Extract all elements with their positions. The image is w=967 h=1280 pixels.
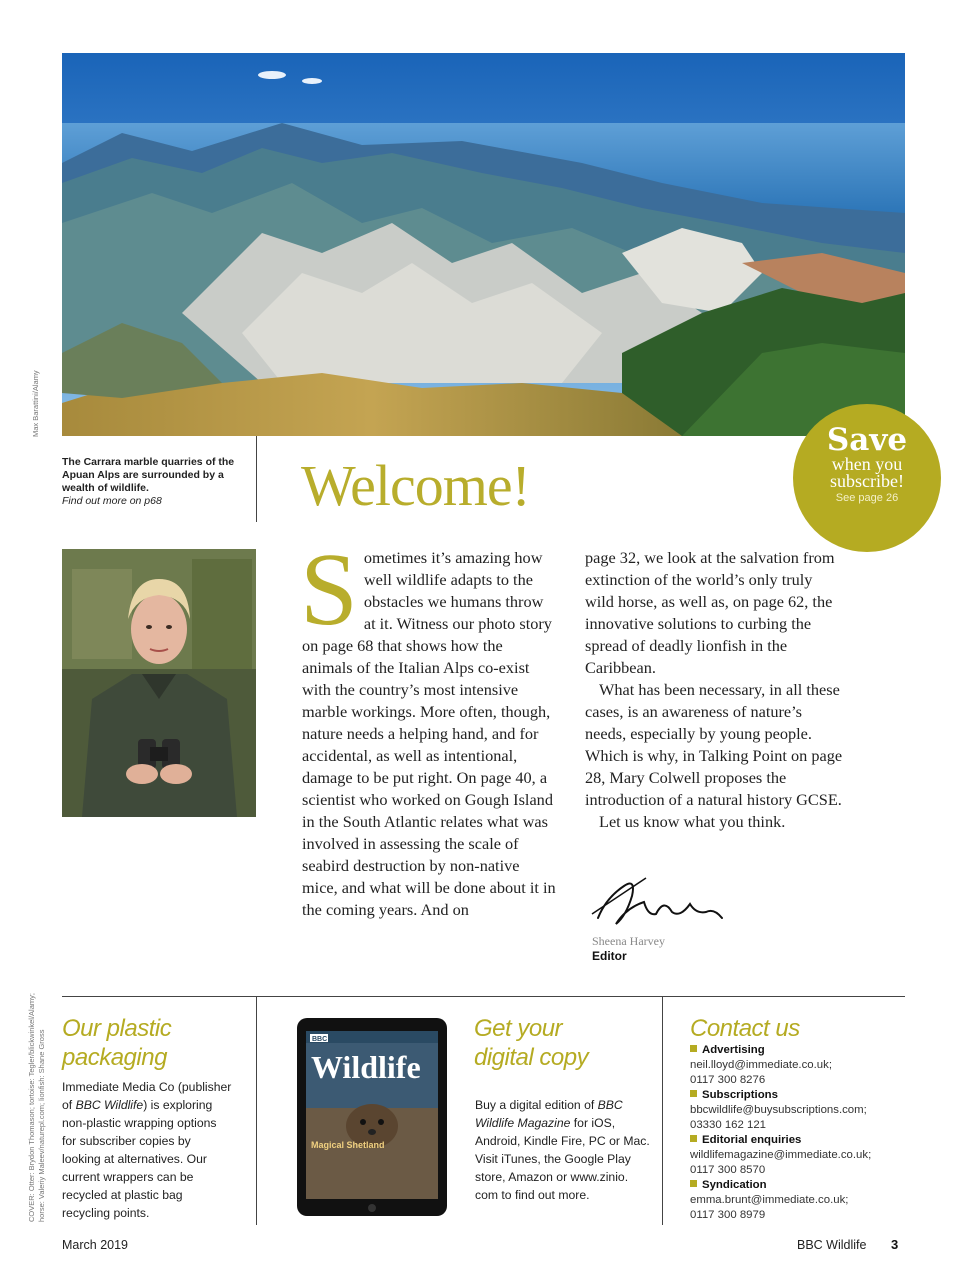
contact-editorial: [690, 1133, 900, 1178]
editor-name: Sheena Harvey: [592, 934, 665, 948]
editorial-column-1: [300, 532, 557, 921]
subscribe-badge[interactable]: [793, 404, 941, 552]
hero-caption-reference: Find out more on p68: [62, 495, 162, 507]
bullet-square-icon: [690, 1090, 697, 1097]
hero-caption-text: The Carrara marble quarries of the Apuan Alps are surrounded by a wealth of wildlife.: [62, 456, 235, 494]
contact-email[interactable]: wildlifemagazine@immediate.co.uk;: [690, 1149, 872, 1161]
cover-credit-line-1: COVER: Otter: Brydon Thomason; tortoise: Tegler/blickwinkel/Alamy;: [27, 993, 36, 1222]
contact-email[interactable]: neil.lloyd@immediate.co.uk;: [690, 1059, 832, 1071]
tablet-cover-brand: BBC: [312, 1036, 328, 1043]
digital-heading-line-1: Get your: [474, 1015, 563, 1042]
contact-advertising: [690, 1043, 900, 1088]
badge-line-2: when you: [831, 454, 903, 474]
editorial-paragraph-3: Let us know what you think.: [599, 812, 786, 831]
badge-page-ref: See page 26: [835, 492, 899, 504]
digital-copy-text: [475, 1096, 650, 1204]
hero-photo-credit: Max Barattini/Alamy: [31, 370, 40, 437]
editor-signature: [586, 868, 736, 934]
contact-phone: 03330 162 121: [690, 1119, 767, 1131]
editorial-paragraph-1-cont: page 32, we look at the salvation from extinction of the world’s only truly wild horse, as well as, on page 62, the innovative solutions to curbing the spread of deadly lionfish in the Caribbean.: [585, 548, 835, 677]
editorial-paragraph-1: ometimes it’s amazing how well wildlife adapts to the obstacles we humans throw at it. Witness our photo story on page 68 that shows how the animals of the Italian Alps co-exist with the country’s most intensive marble workings. More often, though, nature needs a helping hand, and for accidental, as well as intentional, damage to be put right. On page 40, a scientist who worked on Gough Island in the South Atlantic relates what was involved in assessing the scale of seabird destruction by non-native mice, and what will be done about it in the coming years. And on: [302, 548, 556, 919]
bullet-square-icon: [690, 1045, 697, 1052]
contact-syndication: [690, 1178, 900, 1223]
editorial-column-2: [585, 547, 845, 833]
editor-role: Editor: [592, 949, 627, 963]
section-divider: [62, 996, 905, 997]
bullet-square-icon: [690, 1135, 697, 1142]
badge-line-3: subscribe!: [830, 471, 904, 491]
plastic-text-part-1: Immediate Media Co (publisher of: [62, 1080, 232, 1112]
contact-label: Subscriptions: [702, 1089, 778, 1101]
caption-divider: [256, 436, 257, 522]
contact-phone: 0117 300 8570: [690, 1164, 766, 1176]
contact-list: [690, 1043, 900, 1223]
tablet-cover-feature: Magical Shetland: [311, 1140, 385, 1150]
cover-credit-line-2: horse: Valeriy Maleev/naturepl.com; lionfish: Shane Gross: [37, 1029, 46, 1222]
bottom-divider-1: [256, 997, 257, 1225]
page-title: Welcome!: [301, 453, 530, 518]
plastic-text-magazine: BBC Wildlife: [75, 1098, 144, 1112]
digital-edition-tablet-image[interactable]: [297, 1018, 447, 1216]
plastic-packaging-text: [62, 1078, 232, 1222]
digital-text-magazine: BBC Wildlife Magazine: [475, 1098, 623, 1130]
bullet-square-icon: [690, 1180, 697, 1187]
contact-email[interactable]: bbcwildlife@buysubscriptions.com;: [690, 1104, 867, 1116]
cover-credit: [27, 993, 47, 1222]
plastic-heading-line-2: packaging: [62, 1044, 167, 1071]
footer-date: March 2019: [62, 1238, 129, 1252]
contact-us-heading: Contact us: [690, 1015, 800, 1042]
page-number: 3: [891, 1237, 899, 1252]
contact-email[interactable]: emma.brunt@immediate.co.uk;: [690, 1194, 849, 1206]
digital-text-part-2: for iOS, Android, Kindle Fire, PC or Mac. Visit iTunes, the Google Play store, Amazon or www.zinio. com to find out more.: [475, 1116, 650, 1202]
footer-magazine-name: BBC Wildlife: [797, 1238, 867, 1252]
editor-portrait: [62, 549, 256, 817]
contact-phone: 0117 300 8276: [690, 1074, 766, 1086]
plastic-heading-line-1: Our plastic: [62, 1015, 172, 1042]
contact-label: Advertising: [702, 1044, 765, 1056]
contact-subscriptions: [690, 1088, 900, 1133]
hero-caption: [62, 456, 242, 508]
plastic-packaging-heading: [62, 1014, 171, 1072]
drop-cap: S: [300, 532, 358, 647]
bottom-divider-2: [662, 997, 663, 1225]
hero-landscape-photo: [62, 53, 905, 436]
badge-save-text: Save: [826, 422, 908, 458]
editorial-paragraph-2: What has been necessary, in all these cases, is an awareness of nature’s needs, especially by young people. Which is why, in Talking Point on page 28, Mary Colwell proposes the introduction of a natural history GCSE.: [585, 680, 843, 809]
digital-heading-line-2: digital copy: [474, 1044, 589, 1071]
digital-copy-heading: [474, 1014, 588, 1072]
contact-phone: 0117 300 8979: [690, 1209, 766, 1221]
digital-text-part-1: Buy a digital edition of: [475, 1098, 598, 1112]
tablet-cover-title: Wildlife: [311, 1049, 421, 1085]
plastic-text-part-2: ) is exploring non-plastic wrapping options for subscriber copies by looking at alternatives. Our current wrappers can be recycled at plastic bag recycling points.: [62, 1098, 217, 1220]
contact-label: Editorial enquiries: [702, 1134, 802, 1146]
contact-label: Syndication: [702, 1179, 767, 1191]
